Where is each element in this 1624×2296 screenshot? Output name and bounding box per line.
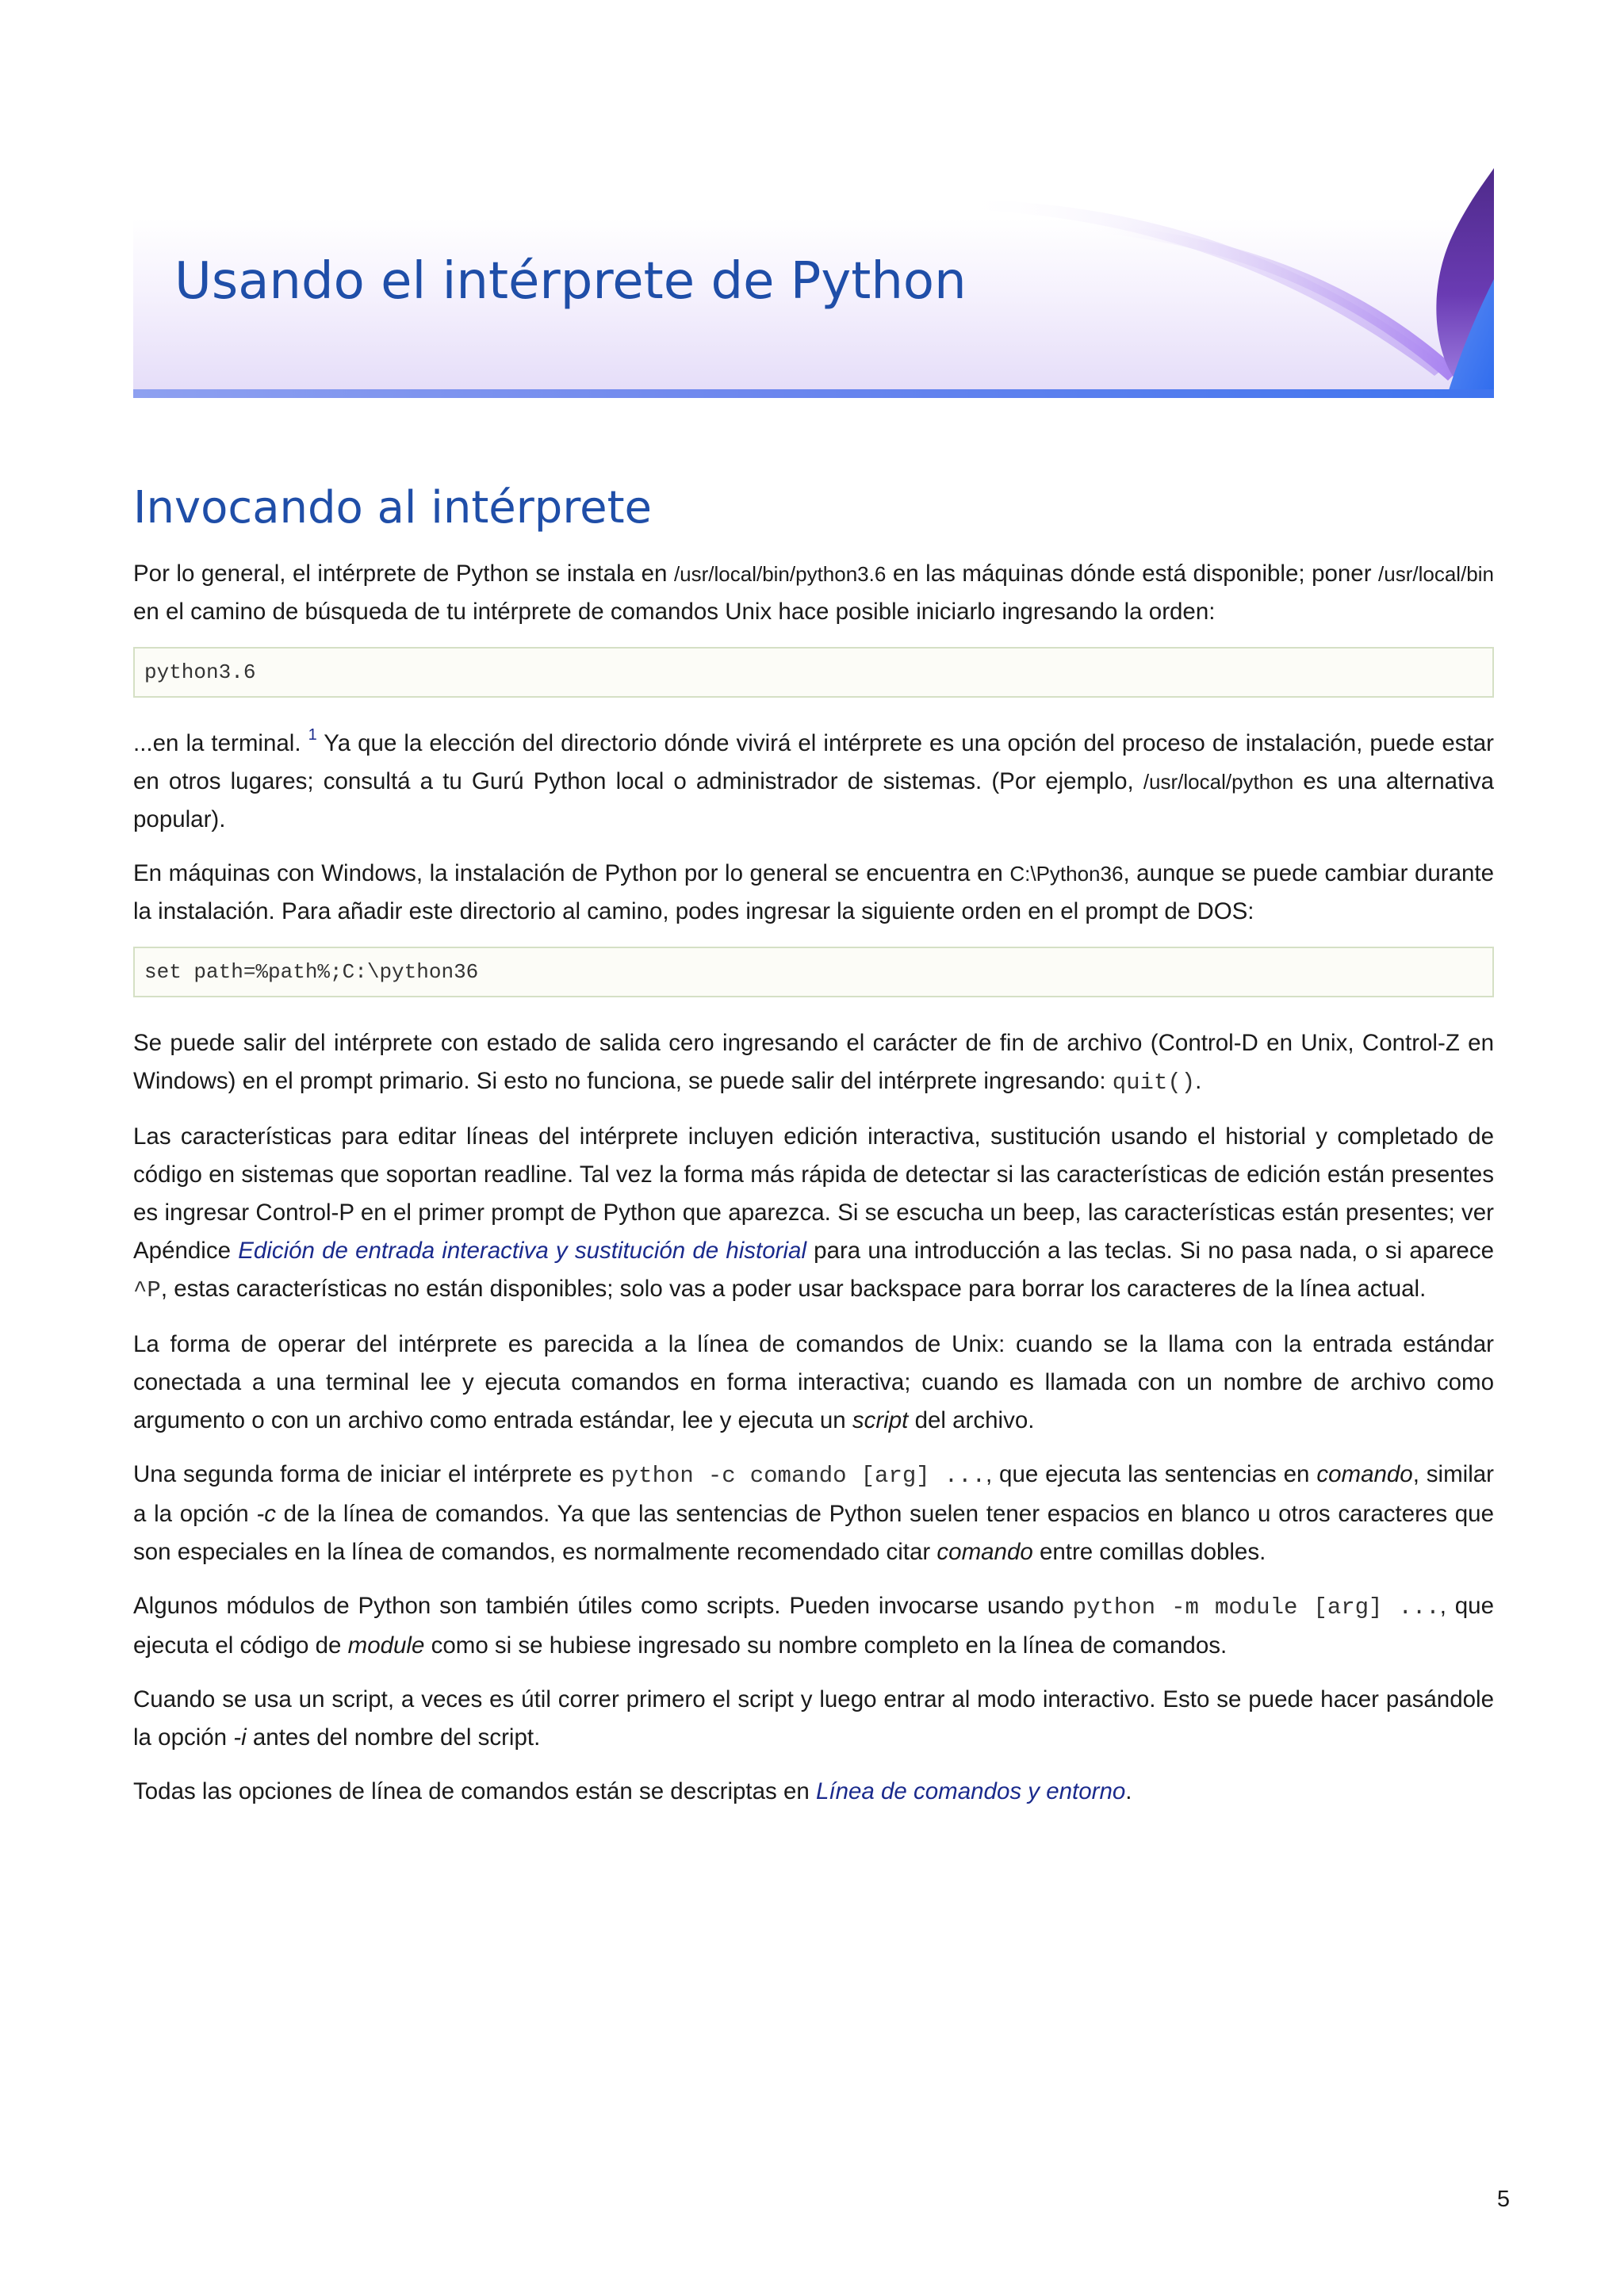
- emphasis: -c: [256, 1501, 276, 1527]
- text: Algunos módulos de Python son también útiles como scripts. Pueden invocarse usando: [133, 1593, 1073, 1619]
- page-number: 5: [1496, 2187, 1510, 2212]
- link-interactive-editing[interactable]: Edición de entrada interactiva y sustitución de historial: [238, 1238, 806, 1264]
- text: en el camino de búsqueda de tu intérprete de comandos Unix hace posible iniciarlo ingresando la orden:: [133, 599, 1216, 625]
- code-block-set-path[interactable]: set path=%path%;C:\python36: [133, 947, 1494, 997]
- inline-code: python -m module [arg] ...: [1072, 1594, 1440, 1621]
- chapter-title: Usando el intérprete de Python: [174, 252, 967, 311]
- paragraph-exit: [133, 1024, 1494, 1102]
- text: Se puede salir del intérprete con estado de salida cero ingresando el carácter de fin de archivo (Control-D en Unix, Control-Z en Windows) en el prompt primario. Si esto no funciona, se puede salir del intérprete ingresando:: [133, 1030, 1494, 1094]
- text: es una alternativa popular).: [133, 768, 1494, 832]
- code-block-python-command[interactable]: python3.6: [133, 647, 1494, 698]
- file-path: C:\Python36: [1009, 862, 1124, 886]
- paragraph-operation: [133, 1326, 1494, 1440]
- paragraph-all-options: [133, 1773, 1494, 1811]
- paragraph-install-path: [133, 555, 1494, 631]
- text: entre comillas dobles.: [1032, 1539, 1266, 1565]
- text: .: [1195, 1068, 1202, 1094]
- text: , similar a la opción: [133, 1461, 1494, 1527]
- text: Por lo general, el intérprete de Python se instala en: [133, 561, 674, 587]
- emphasis: script: [852, 1407, 909, 1433]
- text: , que ejecuta el código de: [133, 1593, 1494, 1659]
- text: del archivo.: [908, 1407, 1035, 1433]
- text: Una segunda forma de iniciar el intérprete es: [133, 1461, 611, 1487]
- inline-code: python -c comando [arg] ...: [611, 1463, 986, 1489]
- text: como si se hubiese ingresado su nombre completo en la línea de comandos.: [424, 1632, 1228, 1659]
- paragraph-command-option: [133, 1456, 1494, 1571]
- file-path: /usr/local/python: [1143, 770, 1294, 794]
- text: En máquinas con Windows, la instalación de Python por lo general se encuentra en: [133, 860, 1010, 886]
- emphasis: comando: [1316, 1461, 1413, 1487]
- text: Todas las opciones de línea de comandos están se descriptas en: [133, 1778, 816, 1804]
- section-title: Invocando al intérprete: [133, 482, 652, 534]
- text: de la línea de comandos. Ya que las sentencias de Python suelen tener espacios en blanco u otros caracteres que son especiales en la línea de comandos, es normalmente recomendado citar: [133, 1501, 1494, 1565]
- file-path: /usr/local/bin: [1378, 562, 1494, 586]
- text: Cuando se usa un script, a veces es útil correr primero el script y luego entrar al modo interactivo. Esto se puede hacer pasándole la opción: [133, 1686, 1494, 1751]
- text: La forma de operar del intérprete es parecida a la línea de comandos de Unix: cuando se la llama con la entrada estándar conectada a una terminal lee y ejecuta comandos en forma interactiva; cuando es llamada con un nombre de archivo como argumento o con un archivo como entrada estándar, lee y ejecuta un: [133, 1331, 1494, 1433]
- emphasis: comando: [936, 1539, 1033, 1565]
- link-command-line-environment[interactable]: Línea de comandos y entorno: [815, 1778, 1126, 1804]
- file-path: /usr/local/bin/python3.6: [673, 562, 887, 586]
- paragraph-terminal: [133, 725, 1494, 839]
- text: Ya que la elección del directorio dónde vivirá el intérprete es una opción del proceso de instalación, puede estar en otros lugares; consultá a tu Gurú Python local o administrador de sistemas. (Por ejemplo,: [133, 730, 1494, 794]
- paragraph-interactive-option: [133, 1681, 1494, 1757]
- text: para una introducción a las teclas. Si no pasa nada, o si aparece: [806, 1238, 1494, 1264]
- text: , que ejecuta las sentencias en: [985, 1461, 1317, 1487]
- text: antes del nombre del script.: [246, 1724, 541, 1751]
- emphasis: module: [347, 1632, 425, 1659]
- emphasis: -i: [233, 1724, 247, 1751]
- footnote-link[interactable]: 1: [308, 726, 317, 744]
- inline-code: ^P: [133, 1277, 161, 1303]
- paragraph-module-option: [133, 1587, 1494, 1665]
- banner-swoosh-decoration: [939, 168, 1494, 398]
- text: Las características para editar líneas del intérprete incluyen edición interactiva, sustitución usando el historial y completado de código en sistemas que soportan readline. Tal vez la forma más rápida de detectar si las características de edición están presentes es ingresar Control-P en el primer prompt de Python que aparezca. Si se escucha un beep, las características están presentes; ver Apéndice: [133, 1123, 1494, 1264]
- banner-underline-bar: [133, 389, 1494, 398]
- paragraph-windows: [133, 855, 1494, 931]
- text: , estas características no están disponibles; solo vas a poder usar backspace para borrar los caracteres de la línea actual.: [160, 1276, 1427, 1302]
- section-body: [133, 555, 1494, 1827]
- inline-code: quit(): [1112, 1070, 1196, 1096]
- text: en las máquinas dónde está disponible; poner: [886, 561, 1379, 587]
- paragraph-line-editing: [133, 1118, 1494, 1310]
- text: .: [1125, 1778, 1132, 1804]
- text: ...en la terminal.: [133, 730, 308, 756]
- text: , aunque se puede cambiar durante la instalación. Para añadir este directorio al camino, podes ingresar la siguiente orden en el prompt de DOS:: [133, 860, 1494, 924]
